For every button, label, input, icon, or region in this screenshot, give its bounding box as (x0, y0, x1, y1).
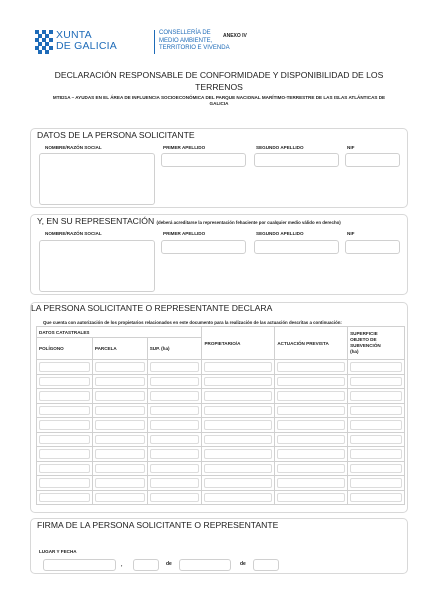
actuacion-input[interactable] (277, 420, 345, 430)
superficie-input[interactable] (350, 493, 402, 503)
applicant-nif-label: NIF (347, 145, 355, 150)
col-superficie (348, 327, 405, 360)
poligono-input[interactable] (39, 478, 90, 488)
applicant-surname1-label: PRIMER APELLIDO (163, 145, 206, 150)
actuacion-input[interactable] (277, 464, 345, 474)
cell-poligono (37, 374, 93, 389)
cell-superficie (348, 418, 405, 433)
cell-superficie (348, 447, 405, 462)
applicant-surname1-field[interactable] (161, 153, 246, 167)
col-superficie-line-1: SUPERFICIE (350, 331, 378, 336)
cell-parcela (92, 490, 147, 505)
declaration-title: LA PERSONA SOLICITANTE O REPRESENTANTE DECLARA (31, 303, 273, 313)
col-sup: SUP. (ha) (147, 338, 202, 360)
poligono-input[interactable] (39, 391, 90, 401)
cell-superficie (348, 461, 405, 476)
cell-parcela (92, 418, 147, 433)
logo-line-2: DE GALICIA (56, 40, 117, 52)
cadastral-table-body (37, 360, 405, 505)
title-line-1: DECLARACIÓN RESPONSABLE DE CONFORMIDADE Y DISPONIBILIDAD DE LOS (54, 70, 384, 80)
applicant-surname2-label: SEGUNDO APELLIDO (256, 145, 304, 150)
day-field[interactable] (133, 559, 159, 571)
col-actuacion: ACTUACIÓN PREVISTA (275, 327, 348, 360)
annex-label: ANEXO IV (223, 33, 247, 39)
col-superficie-line-2: OBJETO DE (350, 337, 377, 342)
sup-input[interactable] (150, 406, 200, 416)
propietario-input[interactable] (204, 420, 272, 430)
cell-superficie (348, 374, 405, 389)
cell-parcela (92, 476, 147, 491)
cell-parcela (92, 389, 147, 404)
cell-poligono (37, 447, 93, 462)
propietario-input[interactable] (204, 391, 272, 401)
cell-actuacion (275, 490, 348, 505)
logo-subtitle (159, 30, 230, 53)
table-row (37, 374, 405, 389)
applicant-section (30, 128, 408, 208)
applicant-name-field[interactable] (39, 153, 155, 205)
cadastral-group-header: DATOS CATASTRALES (37, 327, 202, 338)
actuacion-input[interactable] (277, 449, 345, 459)
representative-surname2-label: SEGUNDO APELLIDO (256, 231, 304, 236)
poligono-input[interactable] (39, 377, 90, 387)
parcela-input[interactable] (95, 362, 145, 372)
logo-sub-1: CONSELLERÍA DE (159, 30, 211, 36)
cell-poligono (37, 490, 93, 505)
cell-propietario (202, 418, 275, 433)
actuacion-input[interactable] (277, 435, 345, 445)
cell-propietario (202, 476, 275, 491)
procedure-code (28, 95, 410, 107)
sup-input[interactable] (150, 435, 200, 445)
representative-title: Y, EN SU REPRESENTACIÓN (37, 216, 155, 226)
superficie-input[interactable] (350, 420, 402, 430)
procedure-line-2: GALICIA (209, 101, 229, 106)
declaration-section (30, 302, 408, 513)
cell-actuacion (275, 461, 348, 476)
cell-sup (147, 432, 202, 447)
cell-propietario (202, 432, 275, 447)
propietario-input[interactable] (204, 377, 272, 387)
de-separator-2: de (240, 561, 246, 567)
sup-input[interactable] (150, 449, 200, 459)
superficie-input[interactable] (350, 449, 402, 459)
table-row (37, 461, 405, 476)
applicant-surname2-field[interactable] (254, 153, 339, 167)
procedure-line-1: MT821A – AYUDAS EN EL ÁREA DE INFLUENCIA SOCIOECONÓMICA DEL PARQUE NACIONAL MARÍTIMO-TERRESTRE DE LAS ISLAS ATLÁNTICAS DE (52, 95, 386, 100)
cell-sup (147, 374, 202, 389)
cell-sup (147, 418, 202, 433)
poligono-input[interactable] (39, 435, 90, 445)
sup-input[interactable] (150, 493, 200, 503)
parcela-input[interactable] (95, 493, 145, 503)
cell-superficie (348, 360, 405, 375)
logo-sub-2: MEDIO AMBIENTE, (159, 37, 213, 44)
propietario-input[interactable] (204, 362, 272, 372)
poligono-input[interactable] (39, 493, 90, 503)
table-row (37, 418, 405, 433)
applicant-nif-field[interactable] (345, 153, 400, 167)
representative-nif-label: NIF (347, 231, 355, 236)
representative-surname2-field[interactable] (254, 240, 339, 254)
cell-superficie (348, 490, 405, 505)
table-row (37, 360, 405, 375)
cell-parcela (92, 447, 147, 462)
propietario-input[interactable] (204, 435, 272, 445)
parcela-input[interactable] (95, 377, 145, 387)
cell-superficie (348, 476, 405, 491)
cell-sup (147, 389, 202, 404)
cell-propietario (202, 490, 275, 505)
actuacion-input[interactable] (277, 362, 345, 372)
col-propietario: PROPIETARIO/A (202, 327, 275, 360)
cell-actuacion (275, 389, 348, 404)
sup-input[interactable] (150, 464, 200, 474)
year-field[interactable] (253, 559, 279, 571)
parcela-input[interactable] (95, 391, 145, 401)
sup-input[interactable] (150, 362, 200, 372)
cadastral-table (36, 326, 405, 505)
superficie-input[interactable] (350, 391, 402, 401)
sup-input[interactable] (150, 420, 200, 430)
propietario-input[interactable] (204, 493, 272, 503)
propietario-input[interactable] (204, 449, 272, 459)
logo-sub-3: TERRITORIO E VIVENDA (159, 45, 230, 52)
cell-actuacion (275, 403, 348, 418)
parcela-input[interactable] (95, 464, 145, 474)
actuacion-input[interactable] (277, 391, 345, 401)
superficie-input[interactable] (350, 362, 402, 372)
parcela-input[interactable] (95, 435, 145, 445)
superficie-input[interactable] (350, 406, 402, 416)
representative-section-title (37, 216, 341, 226)
table-row (37, 389, 405, 404)
representative-name-field[interactable] (39, 240, 155, 292)
cell-poligono (37, 432, 93, 447)
cell-poligono (37, 418, 93, 433)
title-line-2: TERRENOS (195, 82, 243, 92)
table-row (37, 403, 405, 418)
cell-propietario (202, 374, 275, 389)
superficie-input[interactable] (350, 464, 402, 474)
poligono-input[interactable] (39, 362, 90, 372)
de-separator-1: de (166, 561, 172, 567)
actuacion-input[interactable] (277, 493, 345, 503)
header (35, 30, 415, 60)
cell-superficie (348, 432, 405, 447)
cell-parcela (92, 403, 147, 418)
cell-propietario (202, 360, 275, 375)
sup-input[interactable] (150, 478, 200, 488)
poligono-input[interactable] (39, 420, 90, 430)
superficie-input[interactable] (350, 478, 402, 488)
poligono-input[interactable] (39, 406, 90, 416)
cell-actuacion (275, 360, 348, 375)
parcela-input[interactable] (95, 449, 145, 459)
cell-parcela (92, 374, 147, 389)
cell-sup (147, 403, 202, 418)
cell-sup (147, 490, 202, 505)
representative-surname1-field[interactable] (161, 240, 246, 254)
propietario-input[interactable] (204, 406, 272, 416)
table-row (37, 432, 405, 447)
superficie-input[interactable] (350, 377, 402, 387)
cell-sup (147, 360, 202, 375)
comma-separator: , (121, 562, 123, 568)
poligono-input[interactable] (39, 464, 90, 474)
table-row (37, 476, 405, 491)
col-superficie-line-4: (ha) (350, 349, 359, 354)
parcela-input[interactable] (95, 420, 145, 430)
col-superficie-line-3: SUBVENCIÓN (350, 343, 381, 348)
cell-parcela (92, 360, 147, 375)
signature-section (30, 518, 408, 574)
signature-section-title: FIRMA DE LA PERSONA SOLICITANTE O REPRESENTANTE (37, 520, 279, 530)
month-field[interactable] (179, 559, 231, 571)
actuacion-input[interactable] (277, 478, 345, 488)
cell-actuacion (275, 432, 348, 447)
logo-line-1: XUNTA (56, 29, 92, 41)
cell-sup (147, 447, 202, 462)
xunta-logo-icon (35, 30, 53, 54)
poligono-input[interactable] (39, 449, 90, 459)
cell-actuacion (275, 476, 348, 491)
representative-section (30, 214, 408, 295)
actuacion-input[interactable] (277, 406, 345, 416)
cell-poligono (37, 476, 93, 491)
cell-poligono (37, 461, 93, 476)
cell-poligono (37, 360, 93, 375)
place-date-label: LUGAR Y FECHA (39, 549, 77, 554)
cell-poligono (37, 403, 93, 418)
propietario-input[interactable] (204, 478, 272, 488)
representative-name-label: NOMBRE/RAZÓN SOCIAL (45, 231, 102, 236)
cell-sup (147, 476, 202, 491)
cell-propietario (202, 403, 275, 418)
superficie-input[interactable] (350, 435, 402, 445)
parcela-input[interactable] (95, 478, 145, 488)
actuacion-input[interactable] (277, 377, 345, 387)
col-parcela: PARCELA (92, 338, 147, 360)
logo-text (56, 30, 117, 52)
applicant-section-title: DATOS DE LA PERSONA SOLICITANTE (37, 130, 195, 140)
page-title (30, 69, 408, 93)
cell-propietario (202, 447, 275, 462)
cell-actuacion (275, 374, 348, 389)
cell-propietario (202, 389, 275, 404)
logo-divider (154, 30, 155, 54)
cell-propietario (202, 461, 275, 476)
sup-input[interactable] (150, 377, 200, 387)
col-poligono: POLÍGONO (37, 338, 93, 360)
propietario-input[interactable] (204, 464, 272, 474)
cell-actuacion (275, 447, 348, 462)
sup-input[interactable] (150, 391, 200, 401)
representative-surname1-label: PRIMER APELLIDO (163, 231, 206, 236)
cell-superficie (348, 403, 405, 418)
declaration-note: Que cuenta con autorización de los propietarios relacionados en este documento para la realización de las actuación descritas a continuación: (43, 320, 342, 325)
cell-actuacion (275, 418, 348, 433)
table-row (37, 490, 405, 505)
cell-superficie (348, 389, 405, 404)
cell-poligono (37, 389, 93, 404)
parcela-input[interactable] (95, 406, 145, 416)
place-field[interactable] (43, 559, 116, 571)
representative-nif-field[interactable] (345, 240, 400, 254)
table-row (37, 447, 405, 462)
cell-parcela (92, 432, 147, 447)
cell-parcela (92, 461, 147, 476)
applicant-name-label: NOMBRE/RAZÓN SOCIAL (45, 145, 102, 150)
representative-note: (deberá acreditarse la representación fehaciente por cualquier medio válido en derecho) (156, 220, 341, 225)
cell-sup (147, 461, 202, 476)
